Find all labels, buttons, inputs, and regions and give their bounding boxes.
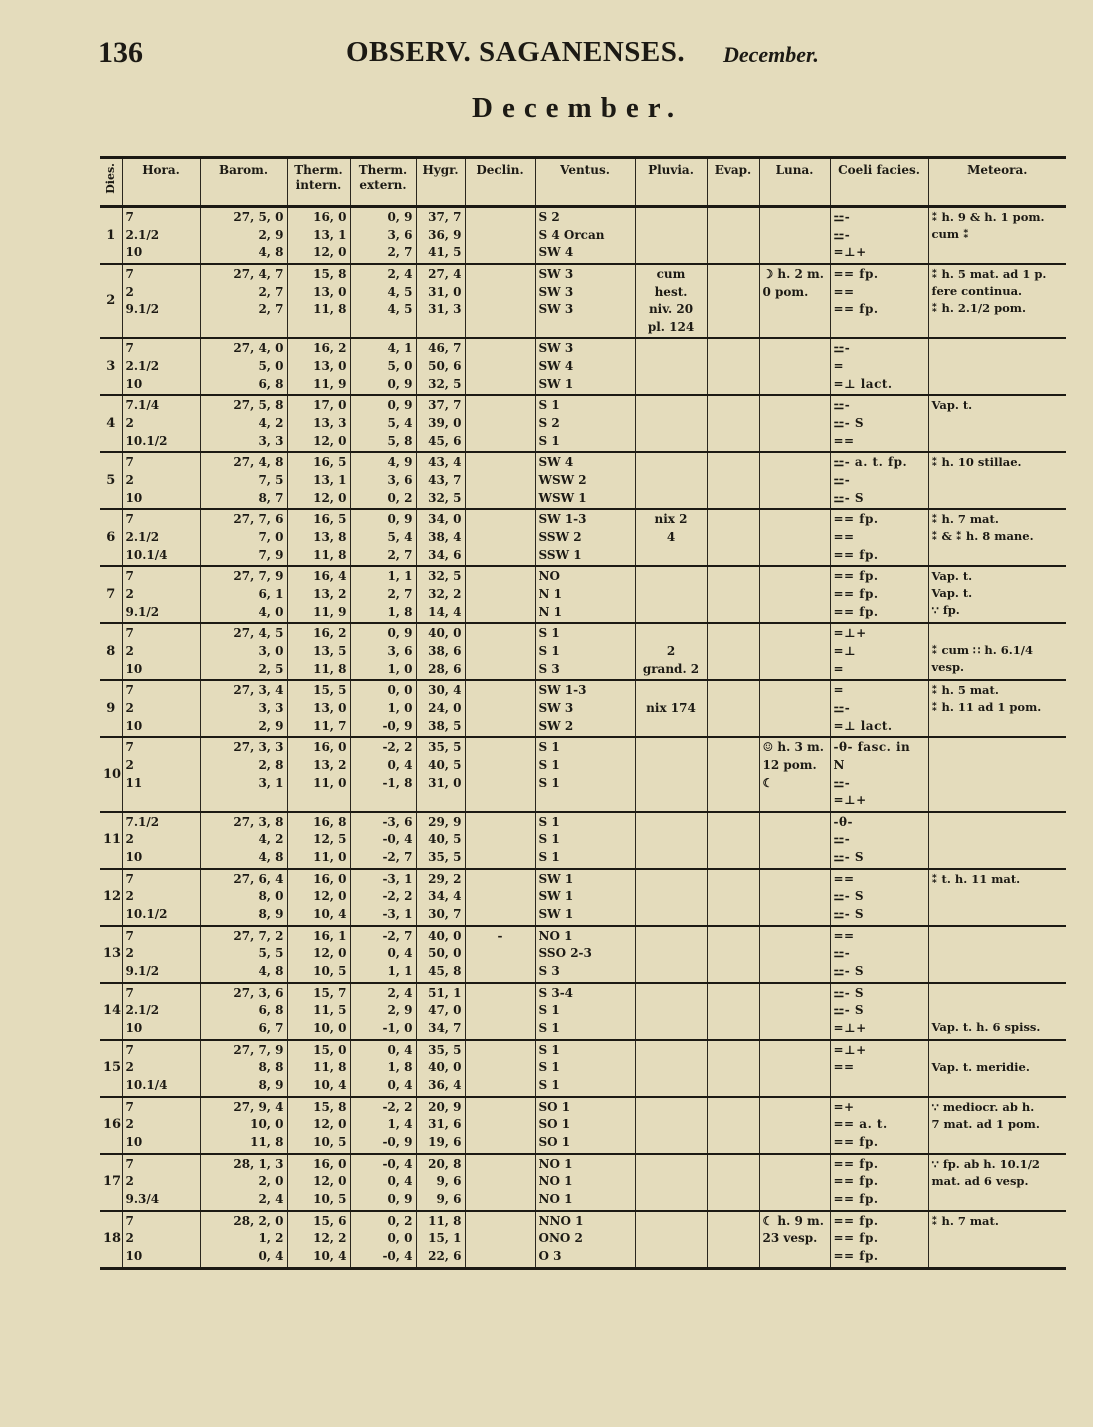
evap-cell	[707, 983, 759, 1040]
col-header-therm-intern: Therm. intern.	[287, 158, 350, 207]
therm-extern-cell: -0, 4 0, 4 0, 9	[350, 1154, 416, 1211]
meteora-cell	[928, 812, 1066, 869]
meteora-cell: ⁑ h. 10 stillae.	[928, 452, 1066, 509]
coeli-facies-cell: == fp. == == fp.	[830, 509, 928, 566]
day-cell: 14	[100, 983, 122, 1040]
hygr-cell: 27, 4 31, 0 31, 3	[416, 264, 465, 338]
therm-extern-cell: 0, 9 3, 6 2, 7	[350, 207, 416, 265]
declin-cell	[465, 983, 535, 1040]
day-cell: 6	[100, 509, 122, 566]
meteora-cell: Vap. t. meridie.	[928, 1040, 1066, 1097]
evap-cell	[707, 623, 759, 680]
table-row	[100, 264, 1066, 338]
declin-cell	[465, 812, 535, 869]
hora-cell: 7 2.1/2 10	[122, 207, 200, 265]
coeli-facies-cell: =+ == a. t. == fp.	[830, 1097, 928, 1154]
col-header-declin: Declin.	[465, 158, 535, 207]
table-row	[100, 926, 1066, 983]
luna-cell	[759, 509, 830, 566]
evap-cell	[707, 737, 759, 811]
meteora-cell	[928, 926, 1066, 983]
therm-intern-cell: 16, 2 13, 0 11, 9	[287, 338, 350, 395]
col-header-evap: Evap.	[707, 158, 759, 207]
therm-intern-cell: 16, 4 13, 2 11, 9	[287, 566, 350, 623]
running-title: OBSERV. SAGANENSES.	[346, 36, 686, 68]
evap-cell	[707, 338, 759, 395]
therm-extern-cell: 0, 9 3, 6 1, 0	[350, 623, 416, 680]
declin-cell	[465, 680, 535, 737]
therm-intern-cell: 17, 0 13, 3 12, 0	[287, 395, 350, 452]
coeli-facies-cell: == ⚍- S ⚍- S	[830, 869, 928, 926]
barom-cell: 27, 3, 6 6, 8 6, 7	[200, 983, 287, 1040]
therm-extern-cell: 0, 0 1, 0 -0, 9	[350, 680, 416, 737]
hygr-cell: 29, 9 40, 5 35, 5	[416, 812, 465, 869]
col-header-therm-extern: Therm. extern.	[350, 158, 416, 207]
hora-cell: 7 2 9.1/2	[122, 566, 200, 623]
day-cell: 3	[100, 338, 122, 395]
therm-intern-cell: 15, 8 12, 0 10, 5	[287, 1097, 350, 1154]
barom-cell: 27, 4, 7 2, 7 2, 7	[200, 264, 287, 338]
ventus-cell: NNO 1 ONO 2 O 3	[535, 1211, 635, 1269]
evap-cell	[707, 509, 759, 566]
table-row	[100, 1097, 1066, 1154]
luna-cell	[759, 869, 830, 926]
ventus-cell: S 2 S 4 Orcan SW 4	[535, 207, 635, 265]
coeli-facies-cell: -θ- ⚍- ⚍- S	[830, 812, 928, 869]
barom-cell: 27, 7, 6 7, 0 7, 9	[200, 509, 287, 566]
table-row	[100, 983, 1066, 1040]
therm-extern-cell: 2, 4 2, 9 -1, 0	[350, 983, 416, 1040]
declin-cell	[465, 264, 535, 338]
evap-cell	[707, 566, 759, 623]
luna-cell	[759, 680, 830, 737]
hora-cell: 7 2 10	[122, 623, 200, 680]
hygr-cell: 30, 4 24, 0 38, 5	[416, 680, 465, 737]
coeli-facies-cell: -θ- fasc. in N ⚍- =⊥+	[830, 737, 928, 811]
hora-cell: 7 2 9.1/2	[122, 926, 200, 983]
ventus-cell: NO 1 SSO 2-3 S 3	[535, 926, 635, 983]
evap-cell	[707, 1040, 759, 1097]
coeli-facies-cell: ⚍- a. t. fp. ⚍- ⚍- S	[830, 452, 928, 509]
therm-extern-cell: 0, 9 5, 4 2, 7	[350, 509, 416, 566]
therm-intern-cell: 16, 5 13, 1 12, 0	[287, 452, 350, 509]
coeli-facies-cell: ⚍- ⚍- =⊥+	[830, 207, 928, 265]
barom-cell: 27, 4, 5 3, 0 2, 5	[200, 623, 287, 680]
luna-cell	[759, 983, 830, 1040]
meteora-cell: Vap. t. Vap. t. ∵ fp.	[928, 566, 1066, 623]
hora-cell: 7 2 9.3/4	[122, 1154, 200, 1211]
table-row	[100, 812, 1066, 869]
day-cell: 4	[100, 395, 122, 452]
page-number: 136	[98, 36, 143, 69]
meteora-cell: ⁑ h. 5 mat. ⁑ h. 11 ad 1 pom.	[928, 680, 1066, 737]
barom-cell: 27, 3, 8 4, 2 4, 8	[200, 812, 287, 869]
ventus-cell: S 1 S 1 S 3	[535, 623, 635, 680]
luna-cell	[759, 812, 830, 869]
day-cell: 18	[100, 1211, 122, 1269]
therm-extern-cell: 0, 2 0, 0 -0, 4	[350, 1211, 416, 1269]
therm-intern-cell: 16, 0 12, 0 10, 5	[287, 1154, 350, 1211]
declin-cell	[465, 338, 535, 395]
barom-cell: 27, 5, 8 4, 2 3, 3	[200, 395, 287, 452]
barom-cell: 27, 3, 4 3, 3 2, 9	[200, 680, 287, 737]
day-cell: 7	[100, 566, 122, 623]
declin-cell	[465, 395, 535, 452]
table-row	[100, 680, 1066, 737]
hora-cell: 7 2 11	[122, 737, 200, 811]
header-row	[100, 158, 1066, 207]
declin-cell	[465, 207, 535, 265]
declin-cell	[465, 566, 535, 623]
day-cell: 5	[100, 452, 122, 509]
pluvia-cell: nix 174	[635, 680, 707, 737]
col-header-hygr: Hygr.	[416, 158, 465, 207]
hora-cell: 7 2 10	[122, 452, 200, 509]
therm-intern-cell: 16, 2 13, 5 11, 8	[287, 623, 350, 680]
ventus-cell: NO 1 NO 1 NO 1	[535, 1154, 635, 1211]
meteora-cell: Vap. t. h. 6 spiss.	[928, 983, 1066, 1040]
barom-cell: 27, 4, 8 7, 5 8, 7	[200, 452, 287, 509]
ventus-cell: NO N 1 N 1	[535, 566, 635, 623]
pluvia-cell	[635, 1211, 707, 1269]
pluvia-cell	[635, 926, 707, 983]
therm-intern-cell: 16, 1 12, 0 10, 5	[287, 926, 350, 983]
ventus-cell: S 1 S 1 S 1	[535, 737, 635, 811]
hygr-cell: 34, 0 38, 4 34, 6	[416, 509, 465, 566]
observation-table	[100, 156, 1066, 1270]
day-cell: 17	[100, 1154, 122, 1211]
coeli-facies-cell: == fp. == fp. == fp.	[830, 1154, 928, 1211]
pluvia-cell: 2 grand. 2	[635, 623, 707, 680]
therm-intern-cell: 16, 0 13, 2 11, 0	[287, 737, 350, 811]
meteora-cell: ⁑ t. h. 11 mat.	[928, 869, 1066, 926]
table-row	[100, 1154, 1066, 1211]
ventus-cell: SW 3 SW 4 SW 1	[535, 338, 635, 395]
hygr-cell: 37, 7 36, 9 41, 5	[416, 207, 465, 265]
month-heading: December.	[472, 92, 684, 124]
luna-cell	[759, 1154, 830, 1211]
hygr-cell: 29, 2 34, 4 30, 7	[416, 869, 465, 926]
meteora-cell	[928, 338, 1066, 395]
col-header-pluvia: Pluvia.	[635, 158, 707, 207]
declin-cell: -	[465, 926, 535, 983]
declin-cell	[465, 869, 535, 926]
table-row	[100, 452, 1066, 509]
col-header-barom: Barom.	[200, 158, 287, 207]
barom-cell: 27, 4, 0 5, 0 6, 8	[200, 338, 287, 395]
therm-extern-cell: -2, 7 0, 4 1, 1	[350, 926, 416, 983]
pluvia-cell: nix 2 4	[635, 509, 707, 566]
day-cell: 2	[100, 264, 122, 338]
hora-cell: 7 2 9.1/2	[122, 264, 200, 338]
barom-cell: 27, 7, 9 8, 8 8, 9	[200, 1040, 287, 1097]
pluvia-cell	[635, 207, 707, 265]
meteora-cell: ⁑ h. 7 mat. ⁑ & ⁑ h. 8 mane.	[928, 509, 1066, 566]
hygr-cell: 43, 4 43, 7 32, 5	[416, 452, 465, 509]
hora-cell: 7 2.1/2 10	[122, 983, 200, 1040]
day-cell: 10	[100, 737, 122, 811]
luna-cell	[759, 207, 830, 265]
hygr-cell: 20, 9 31, 6 19, 6	[416, 1097, 465, 1154]
therm-extern-cell: -2, 2 0, 4 -1, 8	[350, 737, 416, 811]
hora-cell: 7 2 10	[122, 680, 200, 737]
evap-cell	[707, 869, 759, 926]
evap-cell	[707, 812, 759, 869]
col-header-coeli-facies: Coeli facies.	[830, 158, 928, 207]
coeli-facies-cell: == fp. == fp. == fp.	[830, 1211, 928, 1269]
day-cell: 1	[100, 207, 122, 265]
luna-cell: ☺ h. 3 m. 12 pom. ☾	[759, 737, 830, 811]
hygr-cell: 35, 5 40, 5 31, 0	[416, 737, 465, 811]
page-header	[98, 30, 1038, 78]
evap-cell	[707, 1097, 759, 1154]
ventus-cell: SW 4 WSW 2 WSW 1	[535, 452, 635, 509]
barom-cell: 28, 1, 3 2, 0 2, 4	[200, 1154, 287, 1211]
pluvia-cell	[635, 566, 707, 623]
coeli-facies-cell: == ⚍- ⚍- S	[830, 926, 928, 983]
pluvia-cell: cum hest. niv. 20 pl. 124	[635, 264, 707, 338]
luna-cell	[759, 566, 830, 623]
ventus-cell: S 3-4 S 1 S 1	[535, 983, 635, 1040]
hygr-cell: 20, 8 9, 6 9, 6	[416, 1154, 465, 1211]
luna-cell	[759, 1040, 830, 1097]
hygr-cell: 32, 5 32, 2 14, 4	[416, 566, 465, 623]
ventus-cell: SO 1 SO 1 SO 1	[535, 1097, 635, 1154]
evap-cell	[707, 264, 759, 338]
ventus-cell: S 1 S 2 S 1	[535, 395, 635, 452]
hora-cell: 7 2.1/2 10	[122, 338, 200, 395]
meteora-cell: ∵ fp. ab h. 10.1/2 mat. ad 6 vesp.	[928, 1154, 1066, 1211]
luna-cell	[759, 395, 830, 452]
pluvia-cell	[635, 1040, 707, 1097]
coeli-facies-cell: =⊥+ ==	[830, 1040, 928, 1097]
coeli-facies-cell: ⚍- ⚍- S ==	[830, 395, 928, 452]
barom-cell: 27, 6, 4 8, 0 8, 9	[200, 869, 287, 926]
declin-cell	[465, 1211, 535, 1269]
evap-cell	[707, 680, 759, 737]
pluvia-cell	[635, 812, 707, 869]
day-cell: 11	[100, 812, 122, 869]
luna-cell: ☾ h. 9 m. 23 vesp.	[759, 1211, 830, 1269]
pluvia-cell	[635, 1097, 707, 1154]
hora-cell: 7 2 10	[122, 1097, 200, 1154]
day-cell: 16	[100, 1097, 122, 1154]
running-month: December.	[723, 42, 819, 67]
therm-extern-cell: -3, 1 -2, 2 -3, 1	[350, 869, 416, 926]
therm-extern-cell: 0, 4 1, 8 0, 4	[350, 1040, 416, 1097]
barom-cell: 27, 7, 2 5, 5 4, 8	[200, 926, 287, 983]
coeli-facies-cell: == fp. == fp. == fp.	[830, 566, 928, 623]
evap-cell	[707, 1154, 759, 1211]
day-cell: 15	[100, 1040, 122, 1097]
table-body	[100, 207, 1066, 1269]
col-header-ventus: Ventus.	[535, 158, 635, 207]
luna-cell	[759, 926, 830, 983]
col-header-luna: Luna.	[759, 158, 830, 207]
meteora-cell	[928, 737, 1066, 811]
pluvia-cell	[635, 869, 707, 926]
declin-cell	[465, 1154, 535, 1211]
evap-cell	[707, 1211, 759, 1269]
pluvia-cell	[635, 338, 707, 395]
col-header-dies: Dies.	[100, 158, 122, 207]
therm-extern-cell: -3, 6 -0, 4 -2, 7	[350, 812, 416, 869]
declin-cell	[465, 1040, 535, 1097]
meteora-cell: Vap. t.	[928, 395, 1066, 452]
luna-cell: ☽ h. 2 m. 0 pom.	[759, 264, 830, 338]
meteora-cell: ∵ mediocr. ab h. 7 mat. ad 1 pom.	[928, 1097, 1066, 1154]
day-cell: 12	[100, 869, 122, 926]
therm-intern-cell: 16, 0 12, 0 10, 4	[287, 869, 350, 926]
hora-cell: 7.1/4 2 10.1/2	[122, 395, 200, 452]
therm-extern-cell: 0, 9 5, 4 5, 8	[350, 395, 416, 452]
pluvia-cell	[635, 983, 707, 1040]
therm-extern-cell: -2, 2 1, 4 -0, 9	[350, 1097, 416, 1154]
luna-cell	[759, 452, 830, 509]
pluvia-cell	[635, 395, 707, 452]
evap-cell	[707, 926, 759, 983]
day-cell: 13	[100, 926, 122, 983]
ventus-cell: S 1 S 1 S 1	[535, 1040, 635, 1097]
luna-cell	[759, 338, 830, 395]
hygr-cell: 11, 8 15, 1 22, 6	[416, 1211, 465, 1269]
coeli-facies-cell: == fp. == == fp.	[830, 264, 928, 338]
hygr-cell: 40, 0 38, 6 28, 6	[416, 623, 465, 680]
hora-cell: 7.1/2 2 10	[122, 812, 200, 869]
pluvia-cell	[635, 737, 707, 811]
barom-cell: 27, 9, 4 10, 0 11, 8	[200, 1097, 287, 1154]
barom-cell: 27, 7, 9 6, 1 4, 0	[200, 566, 287, 623]
ventus-cell: SW 1 SW 1 SW 1	[535, 869, 635, 926]
coeli-facies-cell: ⚍- S ⚍- S =⊥+	[830, 983, 928, 1040]
hygr-cell: 35, 5 40, 0 36, 4	[416, 1040, 465, 1097]
therm-intern-cell: 16, 8 12, 5 11, 0	[287, 812, 350, 869]
evap-cell	[707, 395, 759, 452]
hygr-cell: 51, 1 47, 0 34, 7	[416, 983, 465, 1040]
table-row	[100, 566, 1066, 623]
hygr-cell: 37, 7 39, 0 45, 6	[416, 395, 465, 452]
hora-cell: 7 2 10	[122, 1211, 200, 1269]
table-row	[100, 1040, 1066, 1097]
table-row	[100, 395, 1066, 452]
ventus-cell: S 1 S 1 S 1	[535, 812, 635, 869]
ventus-cell: SW 1-3 SSW 2 SSW 1	[535, 509, 635, 566]
meteora-cell: ⁑ h. 9 & h. 1 pom. cum ⁑	[928, 207, 1066, 265]
declin-cell	[465, 509, 535, 566]
therm-intern-cell: 15, 5 13, 0 11, 7	[287, 680, 350, 737]
therm-extern-cell: 2, 4 4, 5 4, 5	[350, 264, 416, 338]
pluvia-cell	[635, 1154, 707, 1211]
hygr-cell: 40, 0 50, 0 45, 8	[416, 926, 465, 983]
therm-intern-cell: 15, 0 11, 8 10, 4	[287, 1040, 350, 1097]
table-row	[100, 338, 1066, 395]
day-cell: 8	[100, 623, 122, 680]
table-row	[100, 737, 1066, 811]
meteora-cell: ⁑ cum ∷ h. 6.1/4 vesp.	[928, 623, 1066, 680]
therm-intern-cell: 15, 6 12, 2 10, 4	[287, 1211, 350, 1269]
luna-cell	[759, 1097, 830, 1154]
coeli-facies-cell: =⊥+ =⊥ =	[830, 623, 928, 680]
table-row	[100, 869, 1066, 926]
therm-intern-cell: 16, 5 13, 8 11, 8	[287, 509, 350, 566]
hora-cell: 7 2.1/2 10.1/4	[122, 509, 200, 566]
hygr-cell: 46, 7 50, 6 32, 5	[416, 338, 465, 395]
day-cell: 9	[100, 680, 122, 737]
therm-intern-cell: 16, 0 13, 1 12, 0	[287, 207, 350, 265]
declin-cell	[465, 452, 535, 509]
evap-cell	[707, 452, 759, 509]
therm-intern-cell: 15, 8 13, 0 11, 8	[287, 264, 350, 338]
barom-cell: 28, 2, 0 1, 2 0, 4	[200, 1211, 287, 1269]
meteora-cell: ⁑ h. 7 mat.	[928, 1211, 1066, 1269]
meteora-cell: ⁑ h. 5 mat. ad 1 p. fere continua. ⁑ h. 2.1/2 pom.	[928, 264, 1066, 338]
coeli-facies-cell: ⚍- = =⊥ lact.	[830, 338, 928, 395]
pluvia-cell	[635, 452, 707, 509]
table-row	[100, 509, 1066, 566]
barom-cell: 27, 5, 0 2, 9 4, 8	[200, 207, 287, 265]
table-row	[100, 623, 1066, 680]
therm-intern-cell: 15, 7 11, 5 10, 0	[287, 983, 350, 1040]
table-row	[100, 1211, 1066, 1269]
declin-cell	[465, 1097, 535, 1154]
therm-extern-cell: 4, 1 5, 0 0, 9	[350, 338, 416, 395]
table-row	[100, 207, 1066, 265]
luna-cell	[759, 623, 830, 680]
evap-cell	[707, 207, 759, 265]
barom-cell: 27, 3, 3 2, 8 3, 1	[200, 737, 287, 811]
declin-cell	[465, 737, 535, 811]
col-header-meteora: Meteora.	[928, 158, 1066, 207]
hora-cell: 7 2 10.1/4	[122, 1040, 200, 1097]
col-header-hora: Hora.	[122, 158, 200, 207]
therm-extern-cell: 4, 9 3, 6 0, 2	[350, 452, 416, 509]
therm-extern-cell: 1, 1 2, 7 1, 8	[350, 566, 416, 623]
ventus-cell: SW 3 SW 3 SW 3	[535, 264, 635, 338]
coeli-facies-cell: = ⚍- =⊥ lact.	[830, 680, 928, 737]
hora-cell: 7 2 10.1/2	[122, 869, 200, 926]
ventus-cell: SW 1-3 SW 3 SW 2	[535, 680, 635, 737]
declin-cell	[465, 623, 535, 680]
